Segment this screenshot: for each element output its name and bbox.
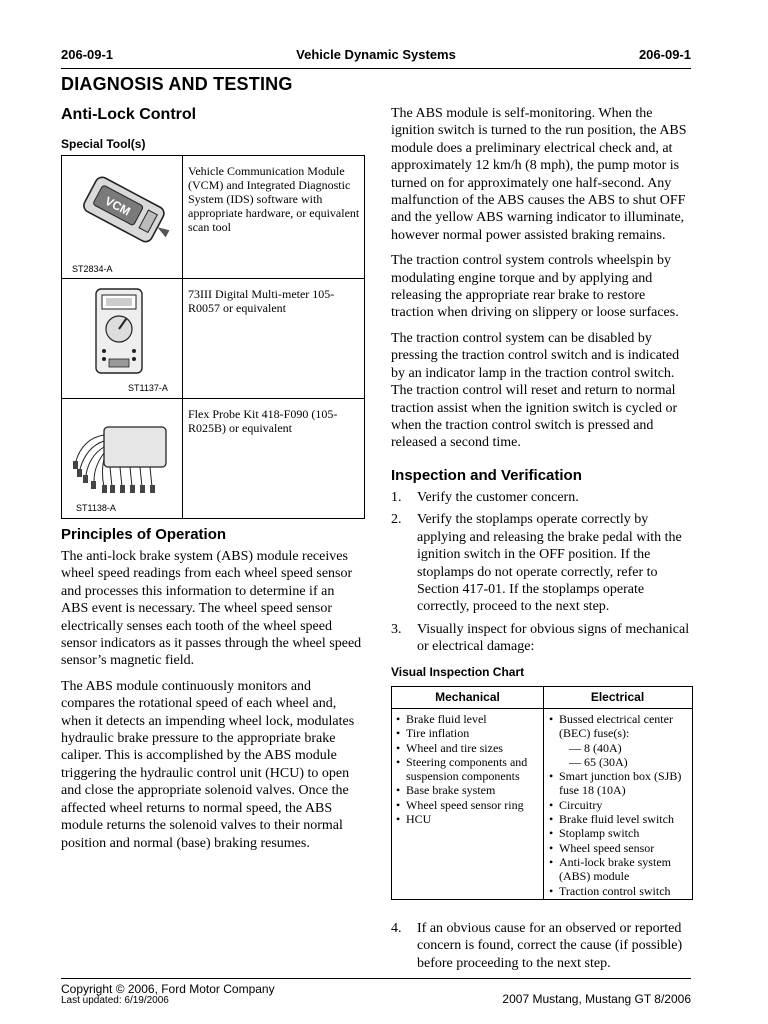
inspection-steps bbox=[391, 489, 691, 661]
tool-code: ST2834-A bbox=[72, 264, 113, 274]
step-text: If an obvious cause for an observed or reported concern is found, correct the cause (if possible) before proceeding to the next step. bbox=[417, 921, 683, 971]
tool-row bbox=[62, 278, 364, 399]
list-item: — 65 (30A) bbox=[569, 754, 628, 769]
step-number: 1. bbox=[391, 490, 402, 505]
list-item: • Base brake system bbox=[396, 783, 540, 797]
header-rule bbox=[61, 68, 691, 69]
flex-probe-kit-icon bbox=[70, 417, 176, 493]
tool-row bbox=[62, 156, 364, 278]
tool-image-cell bbox=[62, 279, 183, 399]
list-item: • Wheel speed sensor ring bbox=[396, 798, 540, 812]
list-item: — 8 (40A) bbox=[569, 740, 622, 755]
list-item: • Tire inflation bbox=[396, 726, 540, 740]
tool-image-cell bbox=[62, 399, 183, 519]
list-item: • Brake fluid level bbox=[396, 712, 540, 726]
list-item: • Smart junction box (SJB) fuse 18 (10A) bbox=[549, 769, 689, 798]
electrical-list bbox=[549, 712, 689, 898]
page-number-right: 206-09-1 bbox=[638, 47, 691, 62]
right-column-body bbox=[391, 105, 691, 460]
tool-row bbox=[62, 398, 364, 519]
traction-control-paragraph: The traction control system controls wheelspin by modulating engine torque and by applying and releasing the appropriate rear brake to restore traction when driving on slippery or loose surfaces. bbox=[391, 253, 679, 321]
tool-description: Flex Probe Kit 418-F090 (105-R025B) or equivalent bbox=[188, 407, 338, 435]
step-4 bbox=[391, 920, 691, 977]
mechanical-list bbox=[396, 712, 540, 826]
tool-image-cell bbox=[62, 156, 183, 278]
list-item: • Steering components and suspension components bbox=[396, 755, 540, 784]
electrical-header: Electrical bbox=[543, 687, 692, 709]
vcm-module-icon bbox=[70, 170, 174, 256]
list-item: • HCU bbox=[396, 812, 540, 826]
footer-left bbox=[61, 983, 275, 1007]
tool-code: ST1138-A bbox=[76, 503, 116, 513]
step-text: Visually inspect for obvious signs of mechanical or electrical damage: bbox=[417, 621, 690, 655]
principles-body bbox=[61, 548, 363, 860]
column-divider bbox=[543, 687, 544, 899]
page-number-left: 206-09-1 bbox=[61, 47, 114, 62]
multimeter-icon bbox=[92, 287, 146, 377]
step-item bbox=[391, 920, 691, 972]
footer-rule bbox=[61, 978, 691, 979]
chapter-title: Vehicle Dynamic Systems bbox=[296, 47, 456, 62]
tool-code: ST1137-A bbox=[128, 383, 168, 393]
principles-paragraph-1: The anti-lock brake system (ABS) module receives wheel speed readings from each wheel speed sensor and processes this information to determine if an ABS event is necessary. The wheel speed sensor electrically senses each tooth of the wheel speed sensor indicators as it passes through the wheel speed sensor’s magnetic field. bbox=[61, 549, 362, 669]
section-title: DIAGNOSIS AND TESTING bbox=[61, 74, 293, 94]
step-number: 3. bbox=[391, 621, 402, 637]
list-item: • Circuitry bbox=[549, 798, 689, 812]
abs-self-monitoring-paragraph: The ABS module is self-monitoring. When the ignition switch is turned to the run position, the ABS module does a preliminary electrical check and, at approximately 12 km/h (8 mph), the pump motor is turned on for approximately one half-second. Any malfunction of the ABS causes the ABS to shut OFF and the yellow ABS warning indicator to illuminate, however normal power assisted braking remains. bbox=[391, 106, 687, 243]
page-header bbox=[61, 47, 691, 65]
tool-description: 73III Digital Multi-meter 105-R0057 or equivalent bbox=[188, 287, 335, 315]
step-item bbox=[391, 511, 691, 615]
step-item bbox=[391, 489, 691, 506]
list-item: • Wheel speed sensor bbox=[549, 841, 689, 855]
last-updated-text: Last updated: 6/19/2006 bbox=[61, 995, 169, 1006]
step-item bbox=[391, 621, 691, 656]
chart-label: Visual Inspection Chart bbox=[391, 665, 525, 679]
list-item: • Bussed electrical center (BEC) fuse(s): bbox=[549, 712, 689, 741]
inspection-heading: Inspection and Verification bbox=[391, 467, 582, 484]
vcm-label: VCM bbox=[102, 193, 133, 219]
step-number: 2. bbox=[391, 512, 402, 528]
list-item: • Stoplamp switch bbox=[549, 826, 689, 840]
list-item: • Brake fluid level switch bbox=[549, 812, 689, 826]
list-item: • Wheel and tire sizes bbox=[396, 741, 540, 755]
vehicle-model-text: 2007 Mustang, Mustang GT 8/2006 bbox=[502, 992, 691, 1006]
tool-description: Vehicle Communication Module (VCM) and Integrated Diagnostic System (IDS) software with appropriate hardware, or equivalent scan tool bbox=[188, 164, 360, 234]
special-tools-label: Special Tool(s) bbox=[61, 137, 146, 151]
step-text: Verify the stoplamps operate correctly by applying and releasing the brake pedal with the ignition switch in the OFF position. If the stoplamps do not operate correctly, refer to Section 417-01. If the stoplamps operate correctly, proceed to the next step. bbox=[417, 512, 682, 615]
copyright-text: Copyright © 2006, Ford Motor Company bbox=[61, 982, 275, 996]
step-text: Verify the customer concern. bbox=[417, 490, 579, 505]
special-tools-table bbox=[61, 155, 365, 519]
principles-heading: Principles of Operation bbox=[61, 526, 227, 543]
visual-inspection-chart bbox=[391, 686, 693, 900]
step-number: 4. bbox=[391, 921, 402, 936]
principles-paragraph-2: The ABS module continuously monitors and compares the rotational speed of each wheel and, when it detects an impending wheel lock, modulates hydraulic brake pressure to the appropriate brake caliper. This is accomplished by the ABS module triggering the hydraulic control unit (HCU) to open and close the appropriate solenoid valves. Once the affected wheel returns to normal speed, the ABS module returns the solenoid valves to their normal position and normal (base) braking resumes. bbox=[61, 678, 355, 851]
anti-lock-control-heading: Anti-Lock Control bbox=[61, 106, 197, 123]
mechanical-header: Mechanical bbox=[392, 687, 543, 709]
list-item: • Traction control switch bbox=[549, 884, 689, 898]
traction-disable-paragraph: The traction control system can be disabled by pressing the traction control switch and is indicated by an indicator lamp in the traction control switch. The traction control will reset and return to normal traction assist when the ignition switch is cycled or when the traction control switch is pressed and released a second time. bbox=[391, 330, 680, 451]
list-item: • Anti-lock brake system (ABS) module bbox=[549, 855, 689, 884]
